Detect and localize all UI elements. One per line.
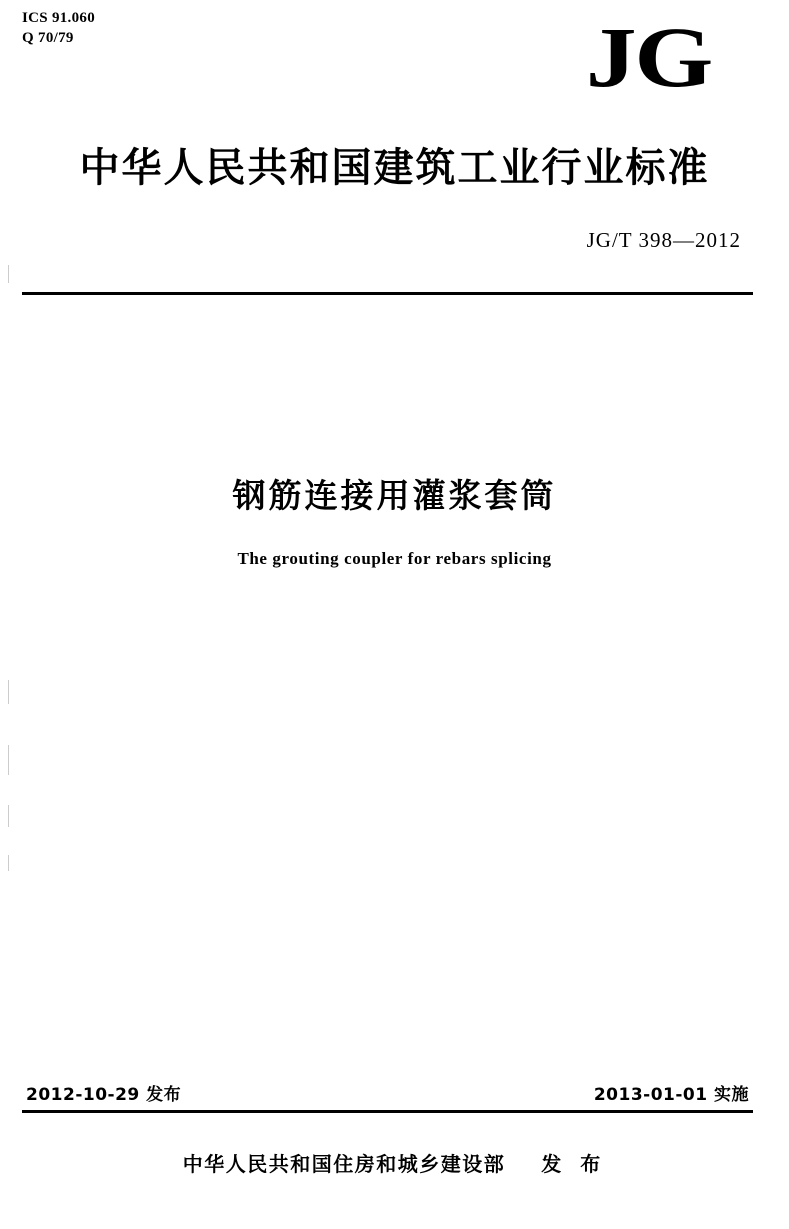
publisher-organization: 中华人民共和国住房和城乡建设部 — [182, 1152, 506, 1176]
series-title: 中华人民共和国建筑工业行业标准 — [79, 145, 710, 191]
scan-tick-2 — [8, 680, 9, 704]
scan-tick-5 — [8, 855, 9, 871]
scan-tick-4 — [8, 805, 9, 827]
standard-code: JG/T 398—2012 — [586, 228, 741, 252]
publisher-verb: 发 布 — [541, 1152, 607, 1176]
scan-tick-1 — [8, 265, 9, 283]
divider-top — [22, 292, 753, 295]
document-title-cn: 钢筋连接用灌浆套筒 — [232, 476, 557, 515]
jg-logo: JG — [586, 9, 711, 105]
publisher-line — [0, 1148, 789, 1177]
divider-bottom — [22, 1110, 753, 1113]
issue-date: 2012-10-29 发布 — [26, 1085, 182, 1105]
scan-tick-3 — [8, 745, 9, 775]
document-title-en: The grouting coupler for rebars splicing — [237, 549, 552, 568]
ics-block — [22, 8, 95, 48]
ics-number: ICS 91.060 — [22, 10, 96, 26]
classification-code: Q 70/79 — [22, 30, 74, 46]
effective-date: 2013-01-01 实施 — [593, 1085, 749, 1105]
